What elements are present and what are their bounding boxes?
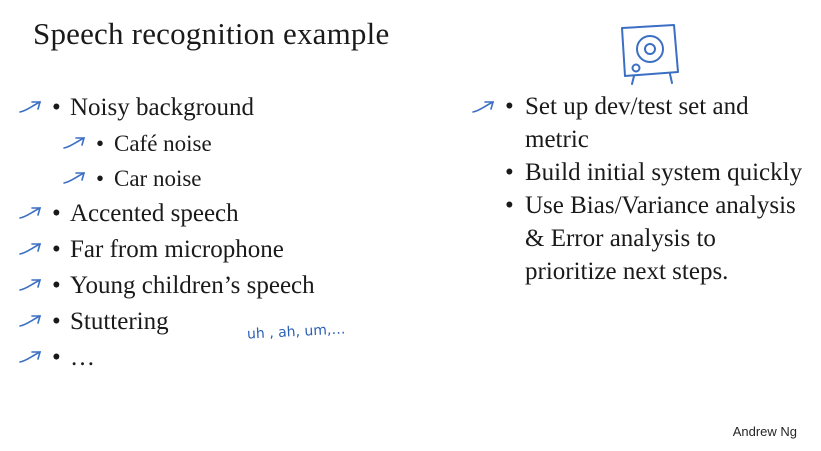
bullet-dot: • xyxy=(52,200,61,227)
arrow-marker-icon xyxy=(18,98,44,116)
arrow-marker-icon xyxy=(18,240,44,258)
list-item xyxy=(52,304,472,343)
list-item-label: Use Bias/Variance analysis & Error analysis to prioritize next steps. xyxy=(525,192,796,285)
arrow-marker-icon xyxy=(471,98,497,116)
arrow-marker-icon xyxy=(18,348,44,366)
bullet-dot: • xyxy=(52,94,61,121)
arrow-marker-icon xyxy=(62,169,88,187)
handwritten-annotation: uh , ah, um,… xyxy=(246,321,346,343)
list-item-label: Young children’s speech xyxy=(70,272,315,299)
left-bullet-list xyxy=(52,90,472,376)
list-item xyxy=(505,189,805,288)
list-item-label: Car noise xyxy=(114,166,202,191)
bullet-dot: • xyxy=(96,166,105,191)
arrow-marker-icon xyxy=(18,276,44,294)
page-title: Speech recognition example xyxy=(33,16,390,51)
bullet-dot: • xyxy=(52,344,61,371)
list-item-label: Build initial system quickly xyxy=(525,159,803,186)
list-item-label: Noisy background xyxy=(70,94,254,121)
list-item xyxy=(52,232,472,268)
arrow-marker-icon xyxy=(18,312,44,330)
list-item xyxy=(505,90,805,156)
author-credit: Andrew Ng xyxy=(732,424,797,439)
bullet-dot: • xyxy=(52,308,61,335)
list-item-label: Stuttering xyxy=(70,308,169,335)
bullet-dot: • xyxy=(52,272,61,299)
bullet-dot: • xyxy=(505,93,514,120)
list-item xyxy=(96,161,472,196)
bullet-dot: • xyxy=(52,236,61,263)
arrow-marker-icon xyxy=(62,134,88,152)
right-bullet-list xyxy=(505,90,805,288)
list-item xyxy=(96,126,472,161)
list-item xyxy=(52,90,472,126)
bullet-dot: • xyxy=(505,192,514,219)
arrow-marker-icon xyxy=(18,204,44,222)
list-item xyxy=(52,196,472,232)
list-item xyxy=(505,156,805,189)
list-item-label: Café noise xyxy=(114,131,212,156)
list-item-label: … xyxy=(70,344,95,371)
list-item-label: Set up dev/test set and metric xyxy=(525,93,749,153)
camera-doodle-icon xyxy=(612,20,692,86)
list-item-label: Far from microphone xyxy=(70,236,284,263)
bullet-dot: • xyxy=(96,131,105,156)
list-item xyxy=(52,340,472,376)
bullet-dot: • xyxy=(505,159,514,186)
list-item xyxy=(52,268,472,304)
list-item-label: Accented speech xyxy=(70,200,239,227)
